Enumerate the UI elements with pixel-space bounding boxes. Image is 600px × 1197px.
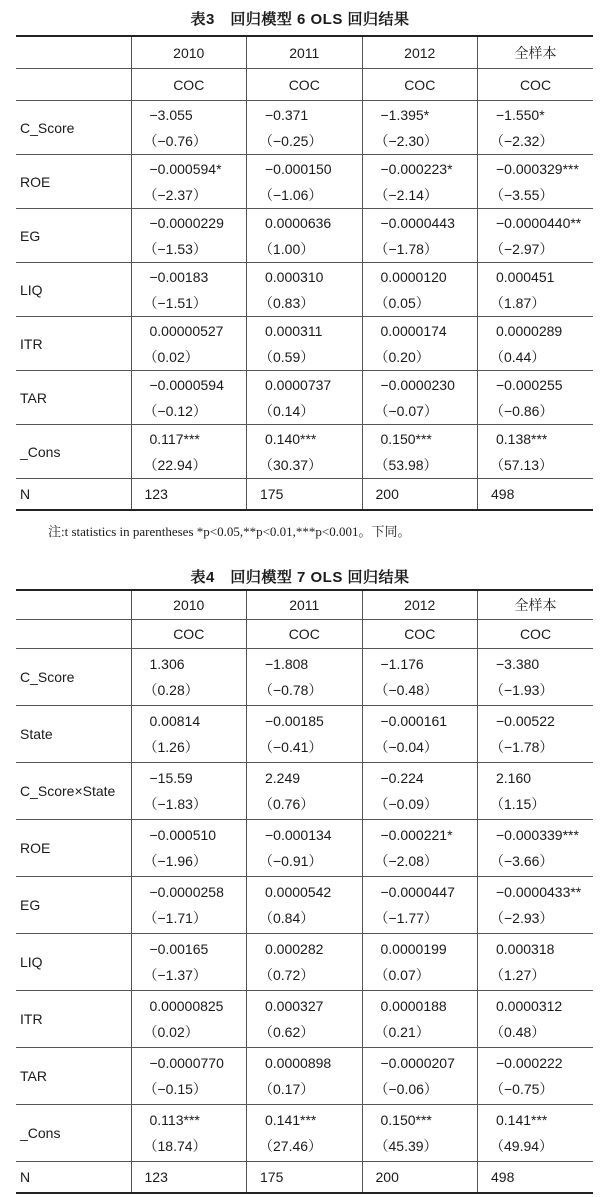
estimate-cell	[131, 934, 247, 991]
table-note: 注:t statistics in parentheses *p<0.05,**p<0.01,***p<0.001。下同。	[48, 524, 411, 539]
observations-count: 200	[362, 479, 478, 511]
t-statistic: （−2.97）	[490, 240, 554, 257]
coefficient: −0.000339***	[496, 827, 579, 843]
dependent-variable-header: COC	[131, 69, 247, 101]
coefficient: 0.00814	[149, 713, 201, 729]
coefficient: −0.00165	[149, 941, 209, 957]
estimate-cell	[247, 263, 363, 317]
estimate-cell	[131, 1048, 247, 1105]
coefficient: −0.000329***	[496, 160, 579, 177]
observations-count: 175	[247, 479, 363, 511]
estimate-cell	[362, 209, 478, 263]
estimate-cell	[247, 991, 363, 1048]
t-statistic: （−0.76）	[143, 132, 207, 149]
table-row	[16, 425, 593, 479]
coefficient: −0.000221*	[380, 827, 453, 843]
coefficient: 0.0000188	[380, 998, 447, 1014]
t-statistic: （−2.37）	[143, 186, 207, 203]
t-statistic: （0.28）	[143, 682, 199, 698]
t-statistic: （−2.32）	[490, 132, 554, 149]
estimate-cell	[362, 877, 478, 934]
t-statistic: （0.05）	[374, 294, 430, 311]
coefficient: −0.000161	[380, 713, 448, 729]
coefficient: 0.141***	[496, 1112, 548, 1128]
estimate-cell	[362, 1048, 478, 1105]
header-row-depvar	[16, 620, 593, 649]
coefficient: −0.0000443	[380, 214, 455, 231]
t-statistic: （−0.07）	[374, 402, 438, 419]
estimate-cell	[478, 934, 594, 991]
estimate-cell	[362, 706, 478, 763]
observations-count: 123	[131, 479, 247, 511]
coefficient: −1.176	[380, 656, 424, 672]
t-statistic: （1.26）	[143, 739, 199, 755]
t-statistic: （−0.06）	[374, 1081, 438, 1097]
estimate-cell	[247, 706, 363, 763]
coefficient: −0.00185	[265, 713, 324, 729]
variable-label: ROE	[16, 820, 131, 877]
t-statistic: （0.48）	[490, 1024, 546, 1040]
estimate-cell	[478, 1048, 594, 1105]
estimate-cell	[362, 155, 478, 209]
estimate-cell	[247, 877, 363, 934]
coefficient: −0.000255	[496, 376, 563, 393]
coefficient: −0.00522	[496, 713, 555, 729]
dependent-variable-header: COC	[247, 620, 363, 649]
coefficient: 0.117***	[149, 430, 200, 447]
coefficient: 0.0000289	[496, 322, 563, 339]
table3-regression	[16, 35, 593, 511]
dependent-variable-header: COC	[478, 69, 594, 101]
t-statistic: （0.72）	[259, 967, 315, 983]
table-row	[16, 371, 593, 425]
coefficient: 0.0000174	[380, 322, 447, 339]
table-row	[16, 155, 593, 209]
column-header: 2010	[131, 36, 247, 69]
coefficient: 2.249	[265, 770, 301, 786]
estimate-cell	[362, 991, 478, 1048]
estimate-cell	[247, 371, 363, 425]
dependent-variable-header: COC	[131, 620, 247, 649]
estimate-cell	[247, 934, 363, 991]
t-statistic: （30.37）	[259, 456, 323, 473]
t-statistic: （−1.83）	[143, 796, 207, 812]
table-row	[16, 1048, 593, 1105]
coefficient: −0.000222	[496, 1055, 563, 1071]
coefficient: −0.000134	[265, 827, 332, 843]
t-statistic: （1.27）	[490, 967, 546, 983]
estimate-cell	[247, 317, 363, 371]
header-corner	[16, 69, 131, 101]
t-statistic: （−2.30）	[374, 132, 438, 149]
t-statistic: （−0.12）	[143, 402, 207, 419]
observations-count: 175	[247, 1162, 363, 1194]
t-statistic: （−2.14）	[374, 186, 438, 203]
coefficient: −3.055	[149, 106, 193, 123]
table-row	[16, 877, 593, 934]
t-statistic: （−1.78）	[490, 739, 554, 755]
t-statistic: （−1.78）	[374, 240, 438, 257]
coefficient: −0.0000230	[380, 376, 455, 393]
estimate-cell	[362, 763, 478, 820]
estimate-cell	[478, 209, 594, 263]
t-statistic: （18.74）	[143, 1138, 207, 1154]
variable-label: C_Score×State	[16, 763, 131, 820]
t-statistic: （0.62）	[259, 1024, 315, 1040]
t-statistic: （0.84）	[259, 910, 315, 926]
variable-label: LIQ	[16, 263, 131, 317]
estimate-cell	[362, 820, 478, 877]
t-statistic: （−3.66）	[490, 853, 554, 869]
coefficient: 0.0000120	[380, 268, 447, 285]
estimate-cell	[478, 706, 594, 763]
t-statistic: （−1.77）	[374, 910, 438, 926]
coefficient: 0.000318	[496, 941, 555, 957]
variable-label: ITR	[16, 317, 131, 371]
coefficient: −1.808	[265, 656, 309, 672]
estimate-cell	[131, 820, 247, 877]
t-statistic: （−0.91）	[259, 853, 323, 869]
coefficient: 0.0000312	[496, 998, 563, 1014]
estimate-cell	[247, 101, 363, 155]
t-statistic: （49.94）	[490, 1138, 554, 1154]
variable-label: LIQ	[16, 934, 131, 991]
estimate-cell	[131, 101, 247, 155]
coefficient: −0.224	[380, 770, 424, 786]
t-statistic: （−1.06）	[259, 186, 323, 203]
coefficient: 0.138***	[496, 430, 548, 447]
coefficient: 0.000311	[265, 322, 323, 339]
table-row	[16, 263, 593, 317]
t-statistic: （−0.78）	[259, 682, 323, 698]
table-row	[16, 991, 593, 1048]
dependent-variable-header: COC	[362, 69, 478, 101]
t-statistic: （0.76）	[259, 796, 315, 812]
estimate-cell	[478, 371, 594, 425]
estimate-cell	[478, 877, 594, 934]
coefficient: −0.0000207	[380, 1055, 455, 1071]
variable-label: State	[16, 706, 131, 763]
estimate-cell	[478, 317, 594, 371]
variable-label: TAR	[16, 1048, 131, 1105]
coefficient: −0.000223*	[380, 160, 453, 177]
estimate-cell	[478, 101, 594, 155]
coefficient: 0.0000199	[380, 941, 447, 957]
coefficient: −0.000594*	[149, 160, 222, 177]
coefficient: −0.371	[265, 106, 309, 123]
coefficient: 0.0000737	[265, 376, 332, 393]
coefficient: −1.550*	[496, 106, 545, 123]
estimate-cell	[362, 263, 478, 317]
column-header: 2010	[131, 590, 247, 620]
coefficient: −15.59	[149, 770, 193, 786]
t-statistic: （−1.71）	[143, 910, 207, 926]
coefficient: 0.150***	[380, 430, 432, 447]
t-statistic: （0.02）	[143, 348, 199, 365]
t-statistic: （22.94）	[143, 456, 207, 473]
coefficient: 0.0000542	[265, 884, 332, 900]
estimate-cell	[362, 101, 478, 155]
estimate-cell	[131, 155, 247, 209]
observations-label: N	[16, 479, 131, 511]
dependent-variable-header: COC	[478, 620, 594, 649]
table3-caption: 表3 回归模型 6 OLS 回归结果	[190, 11, 410, 28]
t-statistic: （−1.93）	[490, 682, 554, 698]
header-row-years	[16, 36, 593, 69]
t-statistic: （0.20）	[374, 348, 430, 365]
t-statistic: （1.87）	[490, 294, 546, 311]
estimate-cell	[362, 649, 478, 706]
estimate-cell	[478, 820, 594, 877]
observations-count: 200	[362, 1162, 478, 1194]
estimate-cell	[478, 425, 594, 479]
estimate-cell	[362, 425, 478, 479]
variable-label: C_Score	[16, 649, 131, 706]
estimate-cell	[131, 425, 247, 479]
t-statistic: （−1.51）	[143, 294, 207, 311]
column-header: 2012	[362, 590, 478, 620]
variable-label: EG	[16, 209, 131, 263]
t-statistic: （−0.15）	[143, 1081, 207, 1097]
t-statistic: （−0.09）	[374, 796, 438, 812]
coefficient: −0.0000594	[149, 376, 224, 393]
table4-caption: 表4 回归模型 7 OLS 回归结果	[190, 569, 410, 586]
column-header: 全样本	[478, 590, 594, 620]
coefficient: 0.113***	[149, 1112, 200, 1128]
table-row	[16, 820, 593, 877]
coefficient: 0.000282	[265, 941, 324, 957]
coefficient: 0.140***	[265, 430, 317, 447]
column-header: 2011	[247, 36, 363, 69]
coefficient: −1.395*	[380, 106, 430, 123]
coefficient: −3.380	[496, 656, 540, 672]
coefficient: 0.0000636	[265, 214, 332, 231]
estimate-cell	[131, 1105, 247, 1162]
observations-label: N	[16, 1162, 131, 1194]
coefficient: −0.000150	[265, 160, 332, 177]
coefficient: −0.0000447	[380, 884, 455, 900]
t-statistic: （−1.37）	[143, 967, 207, 983]
estimate-cell	[131, 209, 247, 263]
coefficient: −0.0000770	[149, 1055, 224, 1071]
estimate-cell	[362, 1105, 478, 1162]
coefficient: −0.0000440**	[496, 214, 582, 231]
estimate-cell	[131, 991, 247, 1048]
estimate-cell	[131, 263, 247, 317]
estimate-cell	[362, 934, 478, 991]
table-row	[16, 101, 593, 155]
t-statistic: （45.39）	[374, 1138, 438, 1154]
column-header: 2012	[362, 36, 478, 69]
estimate-cell	[131, 763, 247, 820]
table-row	[16, 209, 593, 263]
estimate-cell	[362, 317, 478, 371]
table-row	[16, 1105, 593, 1162]
t-statistic: （0.59）	[259, 348, 315, 365]
estimate-cell	[247, 209, 363, 263]
coefficient: 0.000310	[265, 268, 324, 285]
estimate-cell	[478, 263, 594, 317]
table-row	[16, 934, 593, 991]
coefficient: −0.0000229	[149, 214, 224, 231]
t-statistic: （0.83）	[259, 294, 315, 311]
coefficient: −0.0000258	[149, 884, 224, 900]
estimate-cell	[478, 763, 594, 820]
column-header: 2011	[247, 590, 363, 620]
variable-label: ITR	[16, 991, 131, 1048]
t-statistic: （0.14）	[259, 402, 315, 419]
t-statistic: （1.15）	[490, 796, 546, 812]
t-statistic: （27.46）	[259, 1138, 323, 1154]
t-statistic: （57.13）	[490, 456, 554, 473]
dependent-variable-header: COC	[247, 69, 363, 101]
coefficient: 0.00000825	[149, 998, 224, 1014]
estimate-cell	[247, 155, 363, 209]
coefficient: −0.0000433**	[496, 884, 582, 900]
estimate-cell	[131, 877, 247, 934]
variable-label: ROE	[16, 155, 131, 209]
estimate-cell	[247, 1048, 363, 1105]
t-statistic: （0.07）	[374, 967, 430, 983]
header-corner	[16, 620, 131, 649]
coefficient: 0.141***	[265, 1112, 317, 1128]
estimate-cell	[362, 371, 478, 425]
observations-count: 498	[478, 479, 594, 511]
coefficient: −0.00183	[149, 268, 209, 285]
t-statistic: （−1.96）	[143, 853, 207, 869]
t-statistic: （0.17）	[259, 1081, 315, 1097]
t-statistic: （0.44）	[490, 348, 546, 365]
t-statistic: （−2.93）	[490, 910, 554, 926]
t-statistic: （−0.41）	[259, 739, 323, 755]
observations-count: 498	[478, 1162, 594, 1194]
variable-label: _Cons	[16, 1105, 131, 1162]
coefficient: 0.000451	[496, 268, 555, 285]
t-statistic: （53.98）	[374, 456, 438, 473]
header-row-years	[16, 590, 593, 620]
table-row	[16, 317, 593, 371]
estimate-cell	[247, 1105, 363, 1162]
estimate-cell	[478, 1105, 594, 1162]
observations-row	[16, 479, 593, 511]
estimate-cell	[247, 820, 363, 877]
variable-label: TAR	[16, 371, 131, 425]
t-statistic: （0.21）	[374, 1024, 430, 1040]
observations-row	[16, 1162, 593, 1194]
coefficient: 0.000327	[265, 998, 324, 1014]
header-corner	[16, 590, 131, 620]
column-header: 全样本	[478, 36, 594, 69]
table-row	[16, 649, 593, 706]
coefficient: 0.0000898	[265, 1055, 332, 1071]
coefficient: 0.150***	[380, 1112, 432, 1128]
coefficient: 0.00000527	[149, 322, 224, 339]
coefficient: 2.160	[496, 770, 532, 786]
estimate-cell	[478, 991, 594, 1048]
table4-regression	[16, 589, 593, 1194]
variable-label: _Cons	[16, 425, 131, 479]
table-row	[16, 763, 593, 820]
estimate-cell	[131, 371, 247, 425]
estimate-cell	[247, 763, 363, 820]
header-corner	[16, 36, 131, 69]
t-statistic: （−3.55）	[490, 186, 554, 203]
estimate-cell	[478, 649, 594, 706]
variable-label: EG	[16, 877, 131, 934]
t-statistic: （−0.86）	[490, 402, 554, 419]
t-statistic: （−2.08）	[374, 853, 438, 869]
t-statistic: （−1.53）	[143, 240, 207, 257]
t-statistic: （−0.04）	[374, 739, 438, 755]
estimate-cell	[478, 155, 594, 209]
t-statistic: （−0.48）	[374, 682, 438, 698]
estimate-cell	[131, 317, 247, 371]
header-row-depvar	[16, 69, 593, 101]
t-statistic: （0.02）	[143, 1024, 199, 1040]
coefficient: 1.306	[149, 656, 185, 672]
table-row	[16, 706, 593, 763]
estimate-cell	[131, 706, 247, 763]
coefficient: −0.000510	[149, 827, 217, 843]
t-statistic: （1.00）	[259, 240, 315, 257]
estimate-cell	[247, 649, 363, 706]
t-statistic: （−0.75）	[490, 1081, 554, 1097]
observations-count: 123	[131, 1162, 247, 1194]
estimate-cell	[131, 649, 247, 706]
variable-label: C_Score	[16, 101, 131, 155]
t-statistic: （−0.25）	[259, 132, 323, 149]
estimate-cell	[247, 425, 363, 479]
dependent-variable-header: COC	[362, 620, 478, 649]
